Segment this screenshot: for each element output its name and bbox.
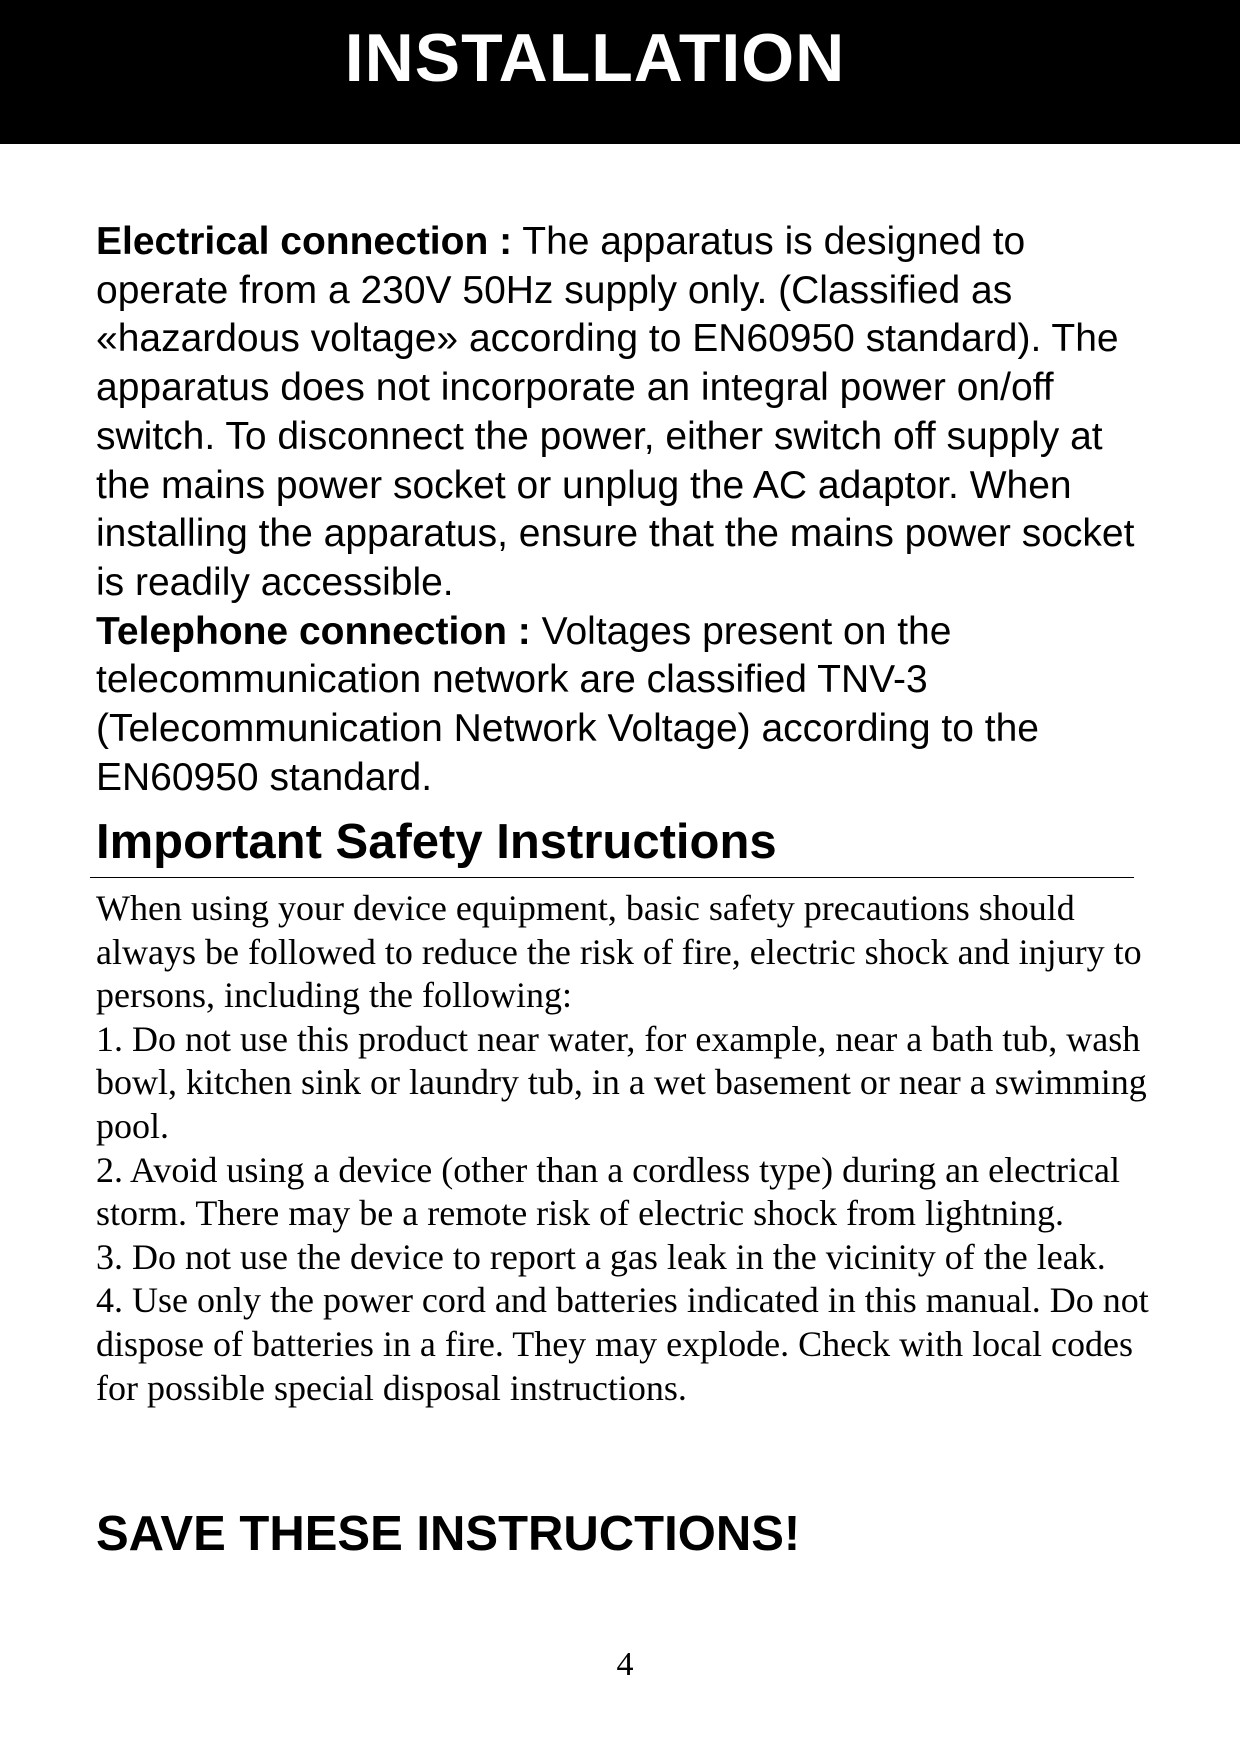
- page-title: INSTALLATION: [344, 20, 846, 96]
- electrical-connection-text: The apparatus is designed to operate from a 230V 50Hz supply only. (Classified as «hazardous voltage» according to EN60950 standard). The apparatus does not incorporate an integral power on/off switch. To disconnect the power, either switch off supply at the mains power socket or unplug the AC adaptor. When installing the apparatus, ensure that the mains power socket is readily accessible.: [96, 220, 1135, 604]
- installation-section: [96, 218, 1156, 802]
- safety-heading: Important Safety Instructions: [96, 815, 777, 869]
- telephone-connection-paragraph: [96, 608, 1156, 803]
- telephone-connection-label: Telephone connection :: [96, 609, 531, 653]
- header-bar: [0, 0, 1240, 144]
- safety-item-1: 1. Do not use this product near water, for example, near a bath tub, wash bowl, kitchen sink or laundry tub, in a wet basement or near a swimming pool.: [96, 1018, 1147, 1146]
- safety-item-4: 4. Use only the power cord and batteries indicated in this manual. Do not dispose of batteries in a fire. They may explode. Check with local codes for possible special disposal instructions.: [96, 1280, 1149, 1408]
- electrical-connection-label: Electrical connection :: [96, 220, 513, 263]
- safety-item-3: 3. Do not use the device to report a gas leak in the vicinity of the leak.: [96, 1236, 1106, 1277]
- telephone-connection-text: Voltages present on the telecommunication network are classified TNV-3 (Telecommunication Network Voltage) according to the EN60950 standard.: [96, 609, 1039, 799]
- save-instructions-notice: SAVE THESE INSTRUCTIONS!: [96, 1507, 801, 1561]
- heading-divider: [90, 877, 1134, 878]
- safety-intro: When using your device equipment, basic safety precautions should always be followed to reduce the risk of fire, electric shock and injury to persons, including the following:: [96, 888, 1142, 1016]
- safety-item-2: 2. Avoid using a device (other than a cordless type) during an electrical storm. There may be a remote risk of electric shock from lightning.: [96, 1149, 1120, 1234]
- electrical-connection-paragraph: [96, 218, 1156, 608]
- page-number: 4: [616, 1646, 634, 1683]
- safety-instructions: [96, 887, 1171, 1410]
